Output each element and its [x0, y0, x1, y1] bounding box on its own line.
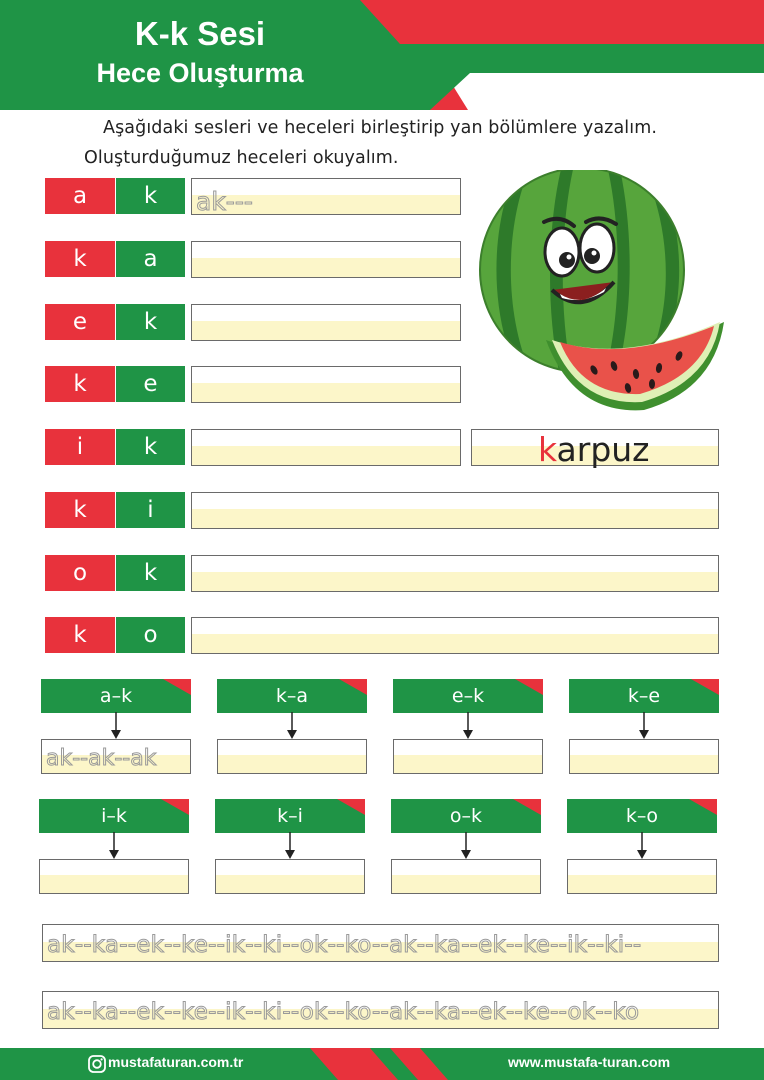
letter-row	[45, 178, 185, 214]
letter-right: k	[116, 304, 185, 340]
footer-instagram-handle[interactable]: mustafaturan.com.tr	[108, 1054, 244, 1070]
page-title: K-k Sesi	[134, 15, 266, 52]
syllable-card: a–k	[41, 679, 191, 713]
letter-right: o	[116, 617, 185, 653]
letter-right: k	[116, 429, 185, 465]
arrow-down-icon	[108, 832, 120, 860]
syllable-writing-line[interactable]	[391, 859, 541, 894]
picture-word	[538, 430, 650, 469]
letter-left: k	[45, 492, 115, 528]
arrow-down-icon	[638, 712, 650, 740]
writing-line[interactable]	[191, 492, 719, 529]
syllable-writing-line[interactable]	[41, 739, 191, 774]
letter-row	[45, 555, 185, 591]
letter-row	[45, 366, 185, 402]
syllable-writing-line[interactable]	[215, 859, 365, 894]
letter-right: k	[116, 555, 185, 591]
trace-text: ak---	[196, 187, 253, 215]
syllable-card: k–e	[569, 679, 719, 713]
syllable-writing-line[interactable]	[393, 739, 543, 774]
page-subtitle: Hece Oluşturma	[96, 58, 304, 88]
footer-website-link[interactable]: www.mustafa-turan.com	[508, 1054, 671, 1070]
writing-line[interactable]	[191, 555, 719, 592]
instruction-line-1: Aşağıdaki sesleri ve heceleri birleştirip yan bölümlere yazalım.	[103, 118, 658, 138]
trace-text: ak--ka--ek--ke--ik--ki--ok--ko--ak--ka--ek--ke--ik--ki--	[47, 932, 642, 958]
instruction-line-2: Oluşturduğumuz heceleri okuyalım.	[84, 148, 399, 168]
arrow-down-icon	[460, 832, 472, 860]
letter-left: o	[45, 555, 115, 591]
letter-right: k	[116, 178, 185, 214]
letter-left: i	[45, 429, 115, 465]
letter-row	[45, 304, 185, 340]
syllable-writing-line[interactable]	[567, 859, 717, 894]
instagram-icon	[88, 1055, 106, 1073]
letter-left: a	[45, 178, 115, 214]
letter-right: i	[116, 492, 185, 528]
footer-banner	[0, 1048, 764, 1080]
word-rest: arpuz	[556, 430, 650, 469]
writing-line[interactable]	[191, 304, 461, 341]
letter-right: e	[116, 366, 185, 402]
letter-row	[45, 241, 185, 277]
arrow-down-icon	[462, 712, 474, 740]
trace-text: ak--ak--ak	[46, 746, 157, 771]
syllable-card: e–k	[393, 679, 543, 713]
letter-row	[45, 429, 185, 465]
syllable-writing-line[interactable]	[569, 739, 719, 774]
syllable-writing-line[interactable]	[217, 739, 367, 774]
arrow-down-icon	[286, 712, 298, 740]
arrow-down-icon	[110, 712, 122, 740]
practice-line[interactable]	[42, 924, 719, 962]
syllable-card: k–a	[217, 679, 367, 713]
letter-left: k	[45, 366, 115, 402]
letter-left: e	[45, 304, 115, 340]
arrow-down-icon	[636, 832, 648, 860]
letter-row	[45, 492, 185, 528]
writing-line[interactable]	[191, 178, 461, 215]
writing-line[interactable]	[191, 429, 461, 466]
syllable-card: k–o	[567, 799, 717, 833]
syllable-card: k–i	[215, 799, 365, 833]
word-first-letter: k	[538, 430, 557, 469]
writing-line[interactable]	[191, 241, 461, 278]
syllable-card: o–k	[391, 799, 541, 833]
syllable-writing-line[interactable]	[39, 859, 189, 894]
trace-text: ak--ka--ek--ke--ik--ki--ok--ko--ak--ka--ek--ke--ok--ko	[47, 999, 640, 1025]
letter-left: k	[45, 241, 115, 277]
writing-line[interactable]	[191, 366, 461, 403]
header-banner	[0, 0, 764, 110]
watermelon-icon	[474, 170, 736, 420]
writing-line[interactable]	[191, 617, 719, 654]
arrow-down-icon	[284, 832, 296, 860]
syllable-card: i–k	[39, 799, 189, 833]
letter-row	[45, 617, 185, 653]
letter-left: k	[45, 617, 115, 653]
letter-right: a	[116, 241, 185, 277]
practice-line[interactable]	[42, 991, 719, 1029]
